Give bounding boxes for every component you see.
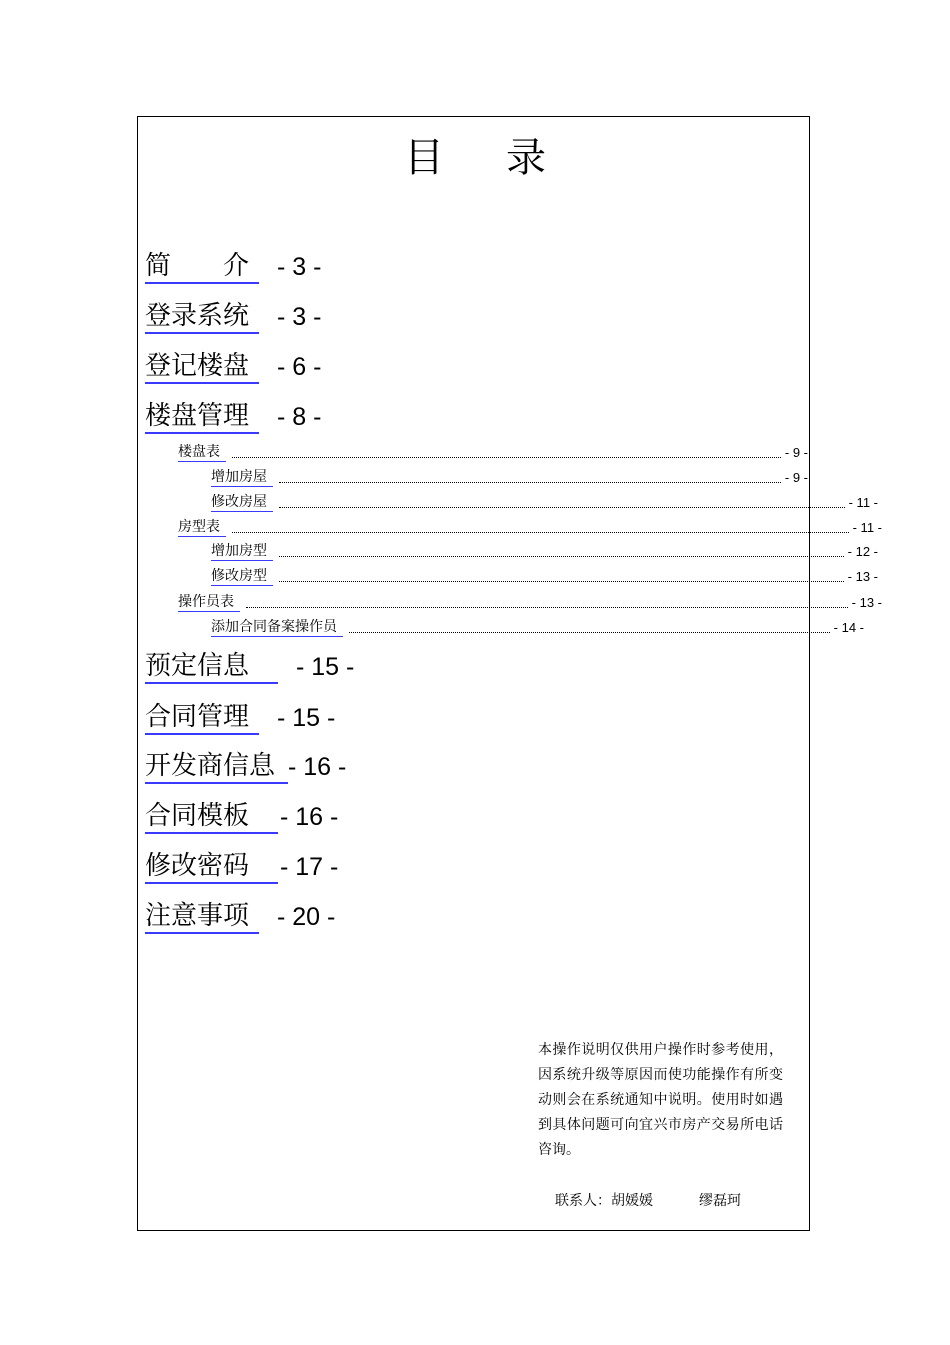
toc-subentry-page: - 14 - — [833, 620, 864, 635]
toc-entry-label[interactable]: 开发商信息 — [145, 750, 288, 784]
toc-subentry-operator-table[interactable] — [178, 592, 882, 612]
contact-label: 联系人：胡媛媛 — [555, 1193, 653, 1209]
toc-entry-page: - 20 - — [277, 903, 336, 931]
toc-subentry-layout-table[interactable] — [178, 517, 882, 537]
dot-leader — [279, 481, 781, 483]
toc-entry-reservation-info[interactable] — [145, 650, 354, 684]
toc-entry-building-management[interactable] — [145, 400, 321, 434]
dot-leader — [279, 506, 845, 508]
toc-entry-page: - 3 - — [277, 303, 322, 331]
toc-entry-page: - 3 - — [277, 253, 322, 281]
toc-entry-label[interactable]: 注意事项 — [145, 900, 259, 934]
toc-entry-page: - 16 - — [288, 753, 347, 781]
toc-entry-label[interactable]: 合同模板 — [145, 800, 278, 834]
dot-leader — [232, 456, 781, 458]
toc-title-part1: 目 — [404, 135, 444, 181]
toc-subentry-page: - 9 - — [784, 445, 808, 460]
toc-subentry-page: - 13 - — [851, 595, 882, 610]
toc-entry-page: - 6 - — [277, 353, 322, 381]
contact-second-name: 缪磊珂 — [699, 1193, 741, 1209]
toc-subentry-page: - 11 - — [852, 520, 882, 535]
toc-subentry-add-house[interactable] — [211, 467, 808, 487]
toc-subentry-label[interactable]: 操作员表 — [178, 593, 240, 612]
usage-note: 本操作说明仅供用户操作时参考使用，因系统升级等原因而使功能操作有所变动则会在系统通知中说明。使用时如遇到具体问题可向宜兴市房产交易所电话咨询。 — [538, 1042, 783, 1158]
toc-subentry-page: - 9 - — [784, 470, 808, 485]
toc-entry-label[interactable]: 合同管理 — [145, 701, 259, 735]
toc-entry-register-building[interactable] — [145, 350, 321, 384]
toc-entry-change-password[interactable] — [145, 850, 338, 884]
dot-leader — [232, 531, 849, 533]
toc-entry-label[interactable]: 登录系统 — [145, 300, 259, 334]
toc-entry-label[interactable]: 楼盘管理 — [145, 400, 259, 434]
dot-leader — [349, 631, 830, 633]
dot-leader — [279, 580, 844, 582]
toc-subentry-add-layout[interactable] — [211, 541, 878, 561]
toc-entry-notes[interactable] — [145, 900, 335, 934]
dot-leader — [246, 606, 848, 608]
toc-title-part2: 录 — [506, 135, 546, 181]
toc-entry-page: - 16 - — [280, 803, 339, 831]
toc-subentry-building-table[interactable] — [178, 442, 808, 462]
toc-entry-label[interactable]: 简 介 — [145, 250, 259, 284]
toc-subentry-label[interactable]: 添加合同备案操作员 — [211, 618, 343, 637]
toc-entry-page: - 15 - — [296, 653, 355, 681]
toc-entry-label[interactable]: 预定信息 — [145, 650, 278, 684]
toc-subentry-label[interactable]: 房型表 — [178, 518, 226, 537]
toc-subentry-page: - 12 - — [847, 544, 878, 559]
toc-entry-label[interactable]: 登记楼盘 — [145, 350, 259, 384]
toc-subentry-edit-house[interactable] — [211, 492, 878, 512]
toc-subentry-label[interactable]: 修改房屋 — [211, 493, 273, 512]
toc-subentry-page: - 11 - — [848, 495, 878, 510]
toc-title — [0, 132, 950, 184]
toc-subentry-label[interactable]: 增加房型 — [211, 542, 273, 561]
toc-entry-contract-template[interactable] — [145, 800, 338, 834]
toc-subentry-page: - 13 - — [847, 569, 878, 584]
toc-entry-login[interactable] — [145, 300, 321, 334]
toc-entry-intro[interactable] — [145, 250, 321, 284]
toc-entry-developer-info[interactable] — [145, 750, 346, 784]
toc-subentry-label[interactable]: 增加房屋 — [211, 468, 273, 487]
toc-entry-page: - 8 - — [277, 403, 322, 431]
toc-subentry-add-contract-operator[interactable] — [211, 617, 864, 637]
toc-entry-page: - 15 - — [277, 704, 336, 732]
toc-entry-contract-management[interactable] — [145, 701, 335, 735]
toc-subentry-label[interactable]: 楼盘表 — [178, 443, 226, 462]
dot-leader — [279, 555, 844, 557]
contact-info — [555, 1190, 741, 1212]
toc-subentry-edit-layout[interactable] — [211, 566, 878, 586]
toc-subentry-label[interactable]: 修改房型 — [211, 567, 273, 586]
toc-entry-page: - 17 - — [280, 853, 339, 881]
toc-entry-label[interactable]: 修改密码 — [145, 850, 278, 884]
